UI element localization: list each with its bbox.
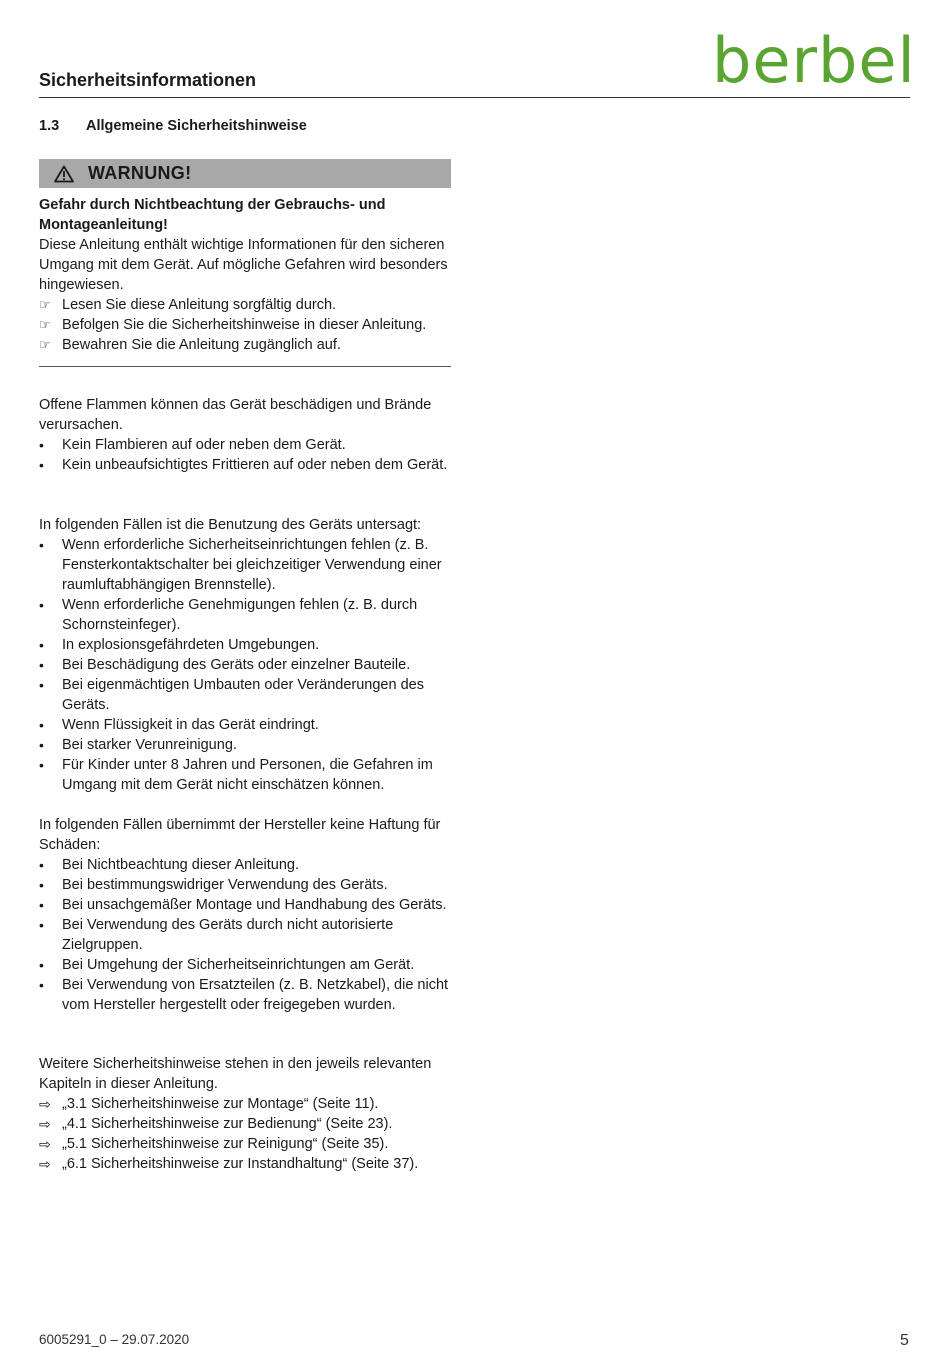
action-step-text: Lesen Sie diese Anleitung sorgfältig durch.: [62, 297, 337, 313]
liability-list: [39, 855, 454, 1015]
bullet-icon: •: [39, 597, 44, 613]
footer-doc-id: 6005291_0 – 29.07.2020: [39, 1332, 190, 1347]
action-step: [39, 295, 454, 315]
list-item-text: Bei bestimmungswidriger Verwendung des Geräts.: [62, 877, 388, 893]
cross-reference: [39, 1154, 459, 1174]
bullet-icon: •: [39, 897, 44, 913]
list-item-text: Bei Verwendung von Ersatzteilen (z. B. Netzkabel), die nicht vom Hersteller hergestellt oder freigegeben wurden.: [62, 977, 449, 1013]
flames-intro: Offene Flammen können das Gerät beschädigen und Brände verursachen.: [39, 397, 432, 433]
list-item: [39, 875, 454, 895]
bullet-icon: •: [39, 637, 44, 653]
warning-triangle-icon: [54, 165, 74, 183]
flames-list: [39, 435, 454, 475]
cross-reference: [39, 1094, 459, 1114]
cross-reference: [39, 1114, 459, 1134]
list-item: [39, 635, 454, 655]
arrow-right-icon: ⇨: [39, 1116, 51, 1132]
list-item-text: In explosionsgefährdeten Umgebungen.: [62, 637, 320, 653]
list-item: [39, 895, 454, 915]
liability-block: [39, 815, 454, 1015]
bullet-icon: •: [39, 737, 44, 753]
cross-reference-text: „5.1 Sicherheitshinweise zur Reinigung“ (Seite 35).: [62, 1136, 389, 1152]
prohibited-intro: In folgenden Fällen ist die Benutzung des Geräts untersagt:: [39, 517, 422, 533]
cross-reference-text: „6.1 Sicherheitshinweise zur Instandhaltung“ (Seite 37).: [62, 1156, 419, 1172]
header-title: Sicherheitsinformationen: [39, 70, 257, 90]
list-item: [39, 595, 454, 635]
list-item: [39, 855, 454, 875]
action-step: [39, 315, 454, 335]
warning-body: [39, 195, 454, 355]
action-step: [39, 335, 454, 355]
list-item-text: Wenn Flüssigkeit in das Gerät eindringt.: [62, 717, 319, 733]
bullet-icon: •: [39, 857, 44, 873]
list-item-text: Bei starker Verunreinigung.: [62, 737, 237, 753]
bullet-icon: •: [39, 957, 44, 973]
list-item: [39, 715, 454, 735]
pointing-hand-icon: ☞: [39, 337, 51, 352]
list-item: [39, 535, 454, 595]
section-number: 1.3: [39, 118, 60, 134]
list-item: [39, 915, 454, 955]
list-item-text: Für Kinder unter 8 Jahren und Personen, die Gefahren im Umgang mit dem Gerät nicht einschätzen können.: [62, 757, 433, 793]
cross-reference: [39, 1134, 459, 1154]
list-item-text: Bei Verwendung des Geräts durch nicht autorisierte Zielgruppen.: [62, 917, 394, 953]
list-item-text: Bei unsachgemäßer Montage und Handhabung des Geräts.: [62, 897, 447, 913]
arrow-right-icon: ⇨: [39, 1136, 51, 1152]
warning-heading: Gefahr durch Nichtbeachtung der Gebrauchs- und Montageanleitung!: [39, 197, 386, 233]
action-step-text: Befolgen Sie die Sicherheitshinweise in dieser Anleitung.: [62, 317, 427, 333]
list-item-text: Wenn erforderliche Genehmigungen fehlen (z. B. durch Schornsteinfeger).: [62, 597, 418, 633]
list-item: [39, 755, 454, 795]
arrow-right-icon: ⇨: [39, 1156, 51, 1172]
further-refs: [39, 1094, 459, 1174]
bullet-icon: •: [39, 457, 44, 473]
bullet-icon: •: [39, 877, 44, 893]
footer-page-number: 5: [900, 1332, 909, 1349]
warning-divider: [39, 366, 451, 367]
warning-banner: [39, 159, 451, 188]
list-item: [39, 735, 454, 755]
list-item-text: Bei Umgehung der Sicherheitseinrichtungen am Gerät.: [62, 957, 415, 973]
brand-logo: berbel: [712, 24, 916, 97]
list-item-text: Wenn erforderliche Sicherheitseinrichtungen fehlen (z. B. Fensterkontaktschalter bei gleichzeitiger Verwendung einer raumluftabhängigen Brennstelle).: [62, 537, 442, 593]
liability-intro: In folgenden Fällen übernimmt der Hersteller keine Haftung für Schäden:: [39, 817, 441, 853]
bullet-icon: •: [39, 677, 44, 693]
bullet-icon: •: [39, 917, 44, 933]
section-title: Allgemeine Sicherheitshinweise: [86, 118, 307, 134]
list-item-text: Bei Beschädigung des Geräts oder einzelner Bauteile.: [62, 657, 411, 673]
flames-block: [39, 395, 454, 475]
warning-label: WARNUNG!: [88, 163, 192, 183]
bullet-icon: •: [39, 757, 44, 773]
bullet-icon: •: [39, 537, 44, 553]
list-item-text: Bei Nichtbeachtung dieser Anleitung.: [62, 857, 299, 873]
action-step-text: Bewahren Sie die Anleitung zugänglich auf.: [62, 337, 341, 353]
prohibited-block: [39, 515, 454, 795]
list-item: [39, 975, 454, 1015]
list-item: [39, 435, 454, 455]
cross-reference-text: „3.1 Sicherheitshinweise zur Montage“ (Seite 11).: [62, 1096, 379, 1112]
arrow-right-icon: ⇨: [39, 1096, 51, 1112]
list-item-text: Kein Flambieren auf oder neben dem Gerät.: [62, 437, 346, 453]
list-item-text: Kein unbeaufsichtigtes Frittieren auf oder neben dem Gerät.: [62, 457, 448, 473]
pointing-hand-icon: ☞: [39, 317, 51, 332]
bullet-icon: •: [39, 717, 44, 733]
further-intro: Weitere Sicherheitshinweise stehen in den jeweils relevanten Kapiteln in dieser Anleitung.: [39, 1056, 432, 1092]
bullet-icon: •: [39, 657, 44, 673]
bullet-icon: •: [39, 437, 44, 453]
warning-intro: Diese Anleitung enthält wichtige Informationen für den sicheren Umgang mit dem Gerät. Auf mögliche Gefahren wird besonders hingewiesen.: [39, 237, 448, 293]
list-item-text: Bei eigenmächtigen Umbauten oder Veränderungen des Geräts.: [62, 677, 424, 713]
bullet-icon: •: [39, 977, 44, 993]
further-block: [39, 1054, 459, 1174]
list-item: [39, 655, 454, 675]
pointing-hand-icon: ☞: [39, 297, 51, 312]
list-item: [39, 675, 454, 715]
section-heading: [39, 118, 307, 134]
warning-actions: [39, 295, 454, 355]
header-rule: [39, 97, 910, 98]
prohibited-list: [39, 535, 454, 795]
cross-reference-text: „4.1 Sicherheitshinweise zur Bedienung“ (Seite 23).: [62, 1116, 393, 1132]
list-item: [39, 955, 454, 975]
list-item: [39, 455, 454, 475]
